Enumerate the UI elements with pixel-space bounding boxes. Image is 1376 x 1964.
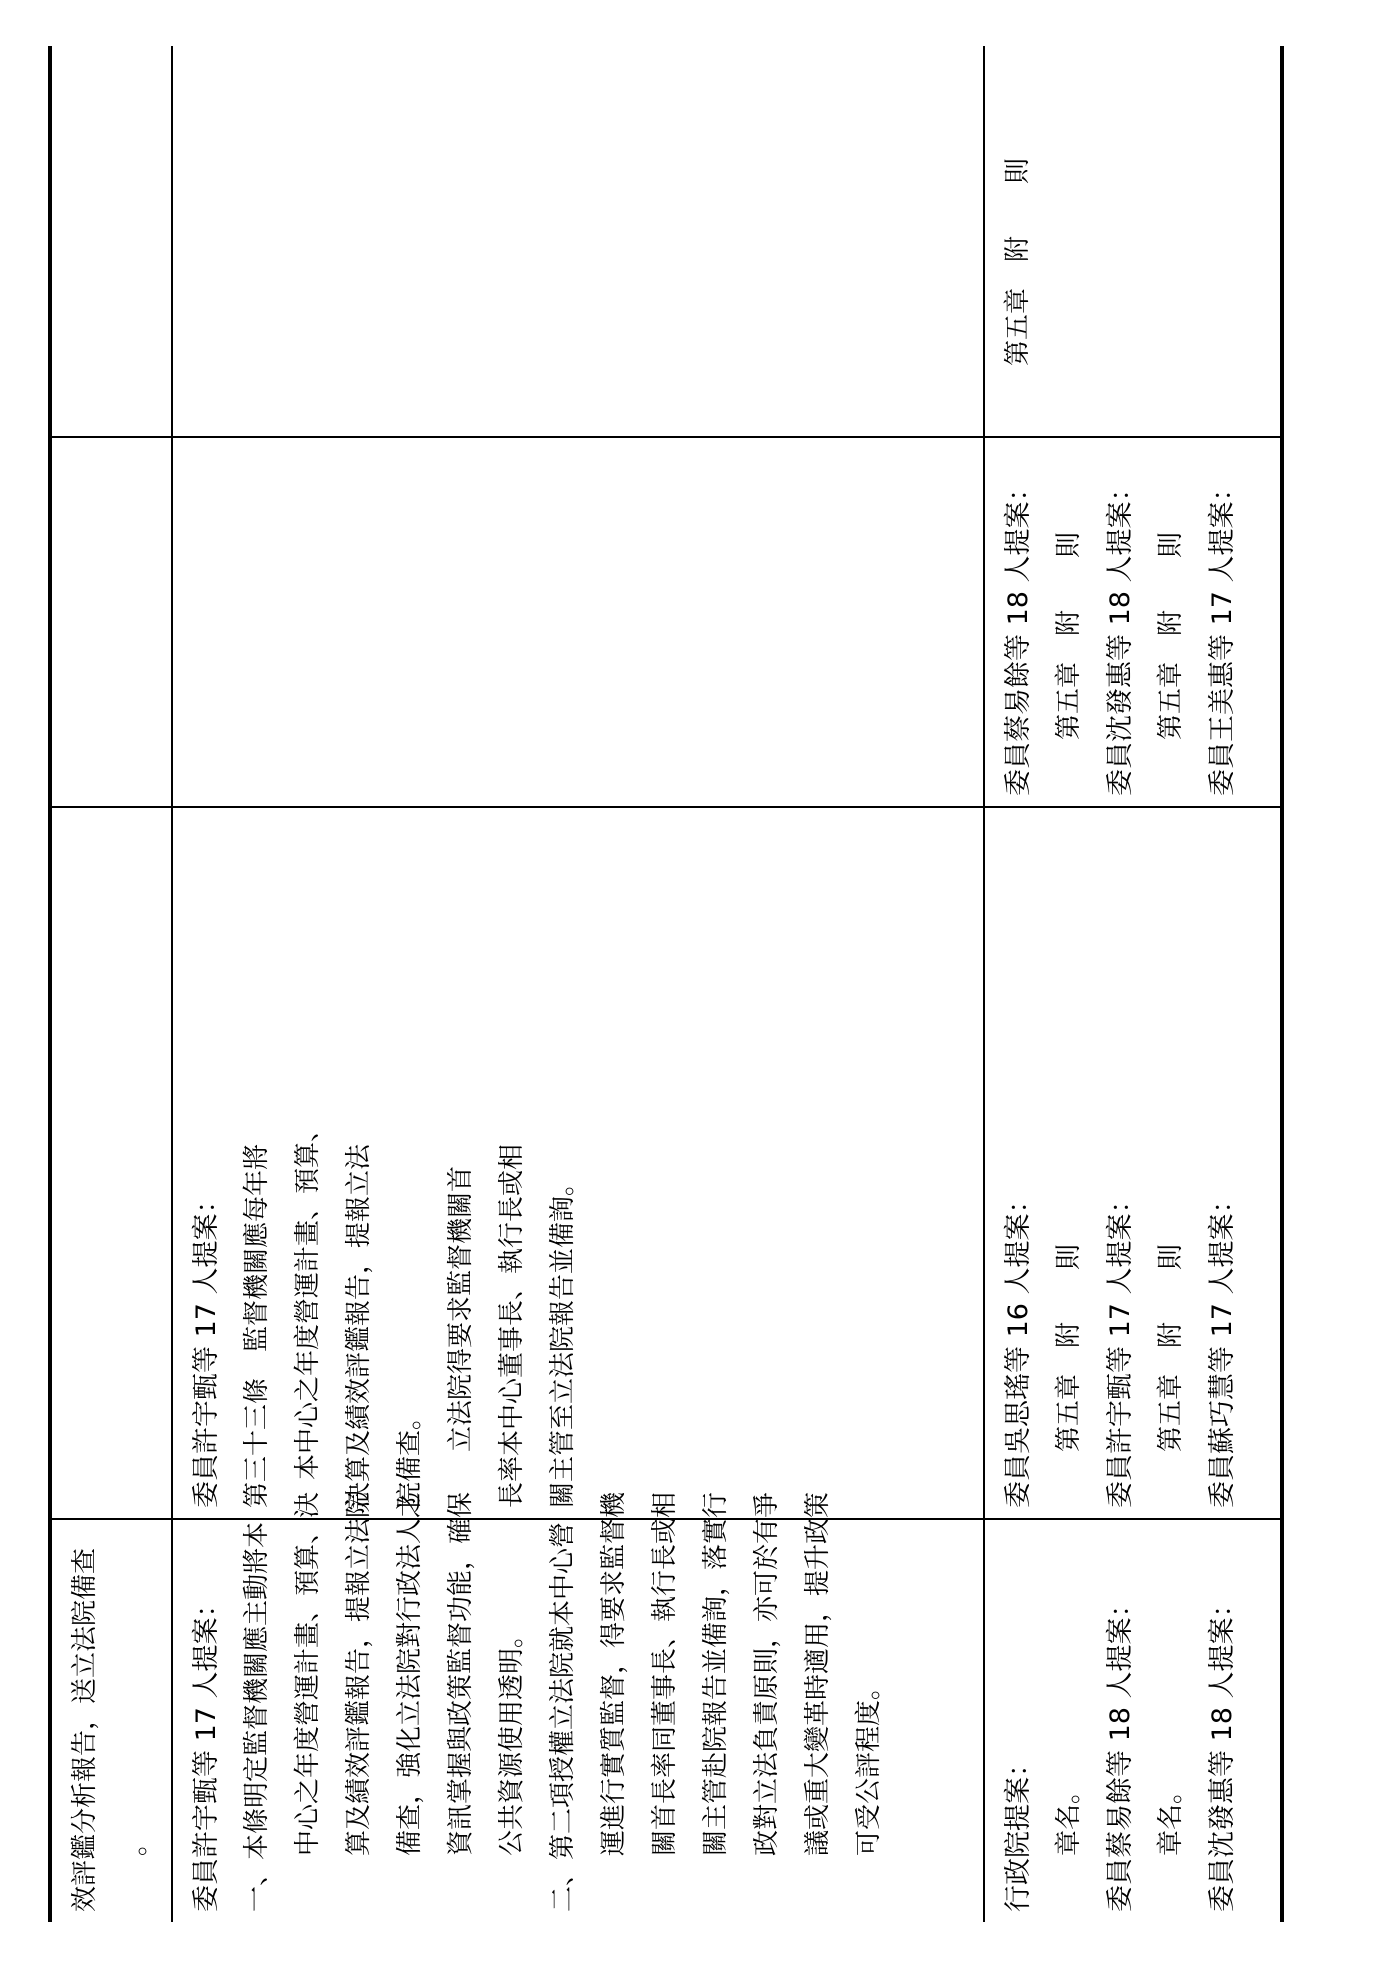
proposal-heading: 委員王美惠等 17 人提案： xyxy=(1207,474,1238,796)
text-line: 公共資源使用透明。 xyxy=(497,1621,527,1856)
cell-row1-col3 xyxy=(985,1520,1280,1922)
table-bottom-rule xyxy=(1280,46,1284,1922)
text-line: 關主管赴院報告並備詢，落實行 xyxy=(701,1491,731,1856)
chapter-title: 第五章 附 則 xyxy=(1054,531,1084,740)
chapter-title: 第五章 附 則 xyxy=(1003,157,1033,366)
proposal-heading: 委員蔡易餘等 18 人提案： xyxy=(1003,474,1034,796)
text-line: 政對立法負責原則，亦可於有爭 xyxy=(752,1491,782,1856)
cell-row4-col3 xyxy=(985,46,1280,436)
text-line: 資訊掌握與政策監督功能，確保 xyxy=(446,1491,476,1856)
text-line: 立法院得要求監督機關首 xyxy=(446,1165,476,1452)
cell-row2-col3 xyxy=(985,808,1280,1518)
proposal-heading: 委員沈發惠等 18 人提案： xyxy=(1105,474,1136,796)
proposal-heading: 委員許宇甄等 17 人提案： xyxy=(191,1186,222,1508)
rotated-table xyxy=(48,46,1284,1922)
text-line: 本中心之年度營運計畫、預算、 xyxy=(293,1115,323,1480)
cell-row1-col2 xyxy=(173,1491,983,1922)
proposal-heading: 委員許宇甄等 17 人提案： xyxy=(191,1590,222,1912)
text-line: 算及績效評鑑報告，提報立法院 xyxy=(344,1491,374,1856)
text-line: 第三十三條 監督機關應每年將 xyxy=(242,1143,272,1508)
text-line: 中心之年度營運計畫、預算、決 xyxy=(293,1491,323,1856)
text-line: 決算及績效評鑑報告，提報立法 xyxy=(344,1143,374,1508)
text-line: 議或重大變革時適用，提升政策 xyxy=(803,1491,833,1856)
text-line: 。 xyxy=(121,1829,151,1856)
chapter-title: 第五章 附 則 xyxy=(1156,1243,1186,1452)
proposal-heading: 委員沈發惠等 18 人提案： xyxy=(1207,1590,1238,1912)
text-line: 效評鑑分析報告，送立法院備查 xyxy=(70,1547,100,1912)
proposal-heading: 委員蘇巧慧等 17 人提案： xyxy=(1207,1186,1238,1508)
text-line: 長率本中心董事長、執行長或相 xyxy=(497,1143,527,1508)
cell-row3-col3 xyxy=(985,438,1280,806)
text-line: 院備查。 xyxy=(395,1403,425,1508)
text-line: 一、本條明定監督機關應主動將本 xyxy=(242,1521,272,1912)
text-line: 關主管至立法院報告並備詢。 xyxy=(548,1169,578,1508)
proposal-heading: 委員許宇甄等 17 人提案： xyxy=(1105,1186,1136,1508)
text-line: 二、第二項授權立法院就本中心營 xyxy=(548,1521,578,1912)
text-line: 關首長率同董事長、執行長或相 xyxy=(650,1491,680,1856)
chapter-title: 第五章 附 則 xyxy=(1156,531,1186,740)
text-line: 可受公評程度。 xyxy=(854,1673,884,1856)
proposal-heading: 委員蔡易餘等 18 人提案： xyxy=(1105,1590,1136,1912)
cell-row1-col1 xyxy=(52,1520,171,1922)
text-line: 章名。 xyxy=(1156,1777,1186,1856)
text-line: 備查，強化立法院對行政法人之 xyxy=(395,1491,425,1856)
proposal-heading: 行政院提案： xyxy=(1003,1750,1034,1912)
text-line: 章名。 xyxy=(1054,1777,1084,1856)
cell-row2-col2 xyxy=(173,808,983,1518)
proposal-heading: 委員吳思瑤等 16 人提案： xyxy=(1003,1186,1034,1508)
chapter-title: 第五章 附 則 xyxy=(1054,1243,1084,1452)
text-line: 運進行實質監督，得要求監督機 xyxy=(599,1491,629,1856)
